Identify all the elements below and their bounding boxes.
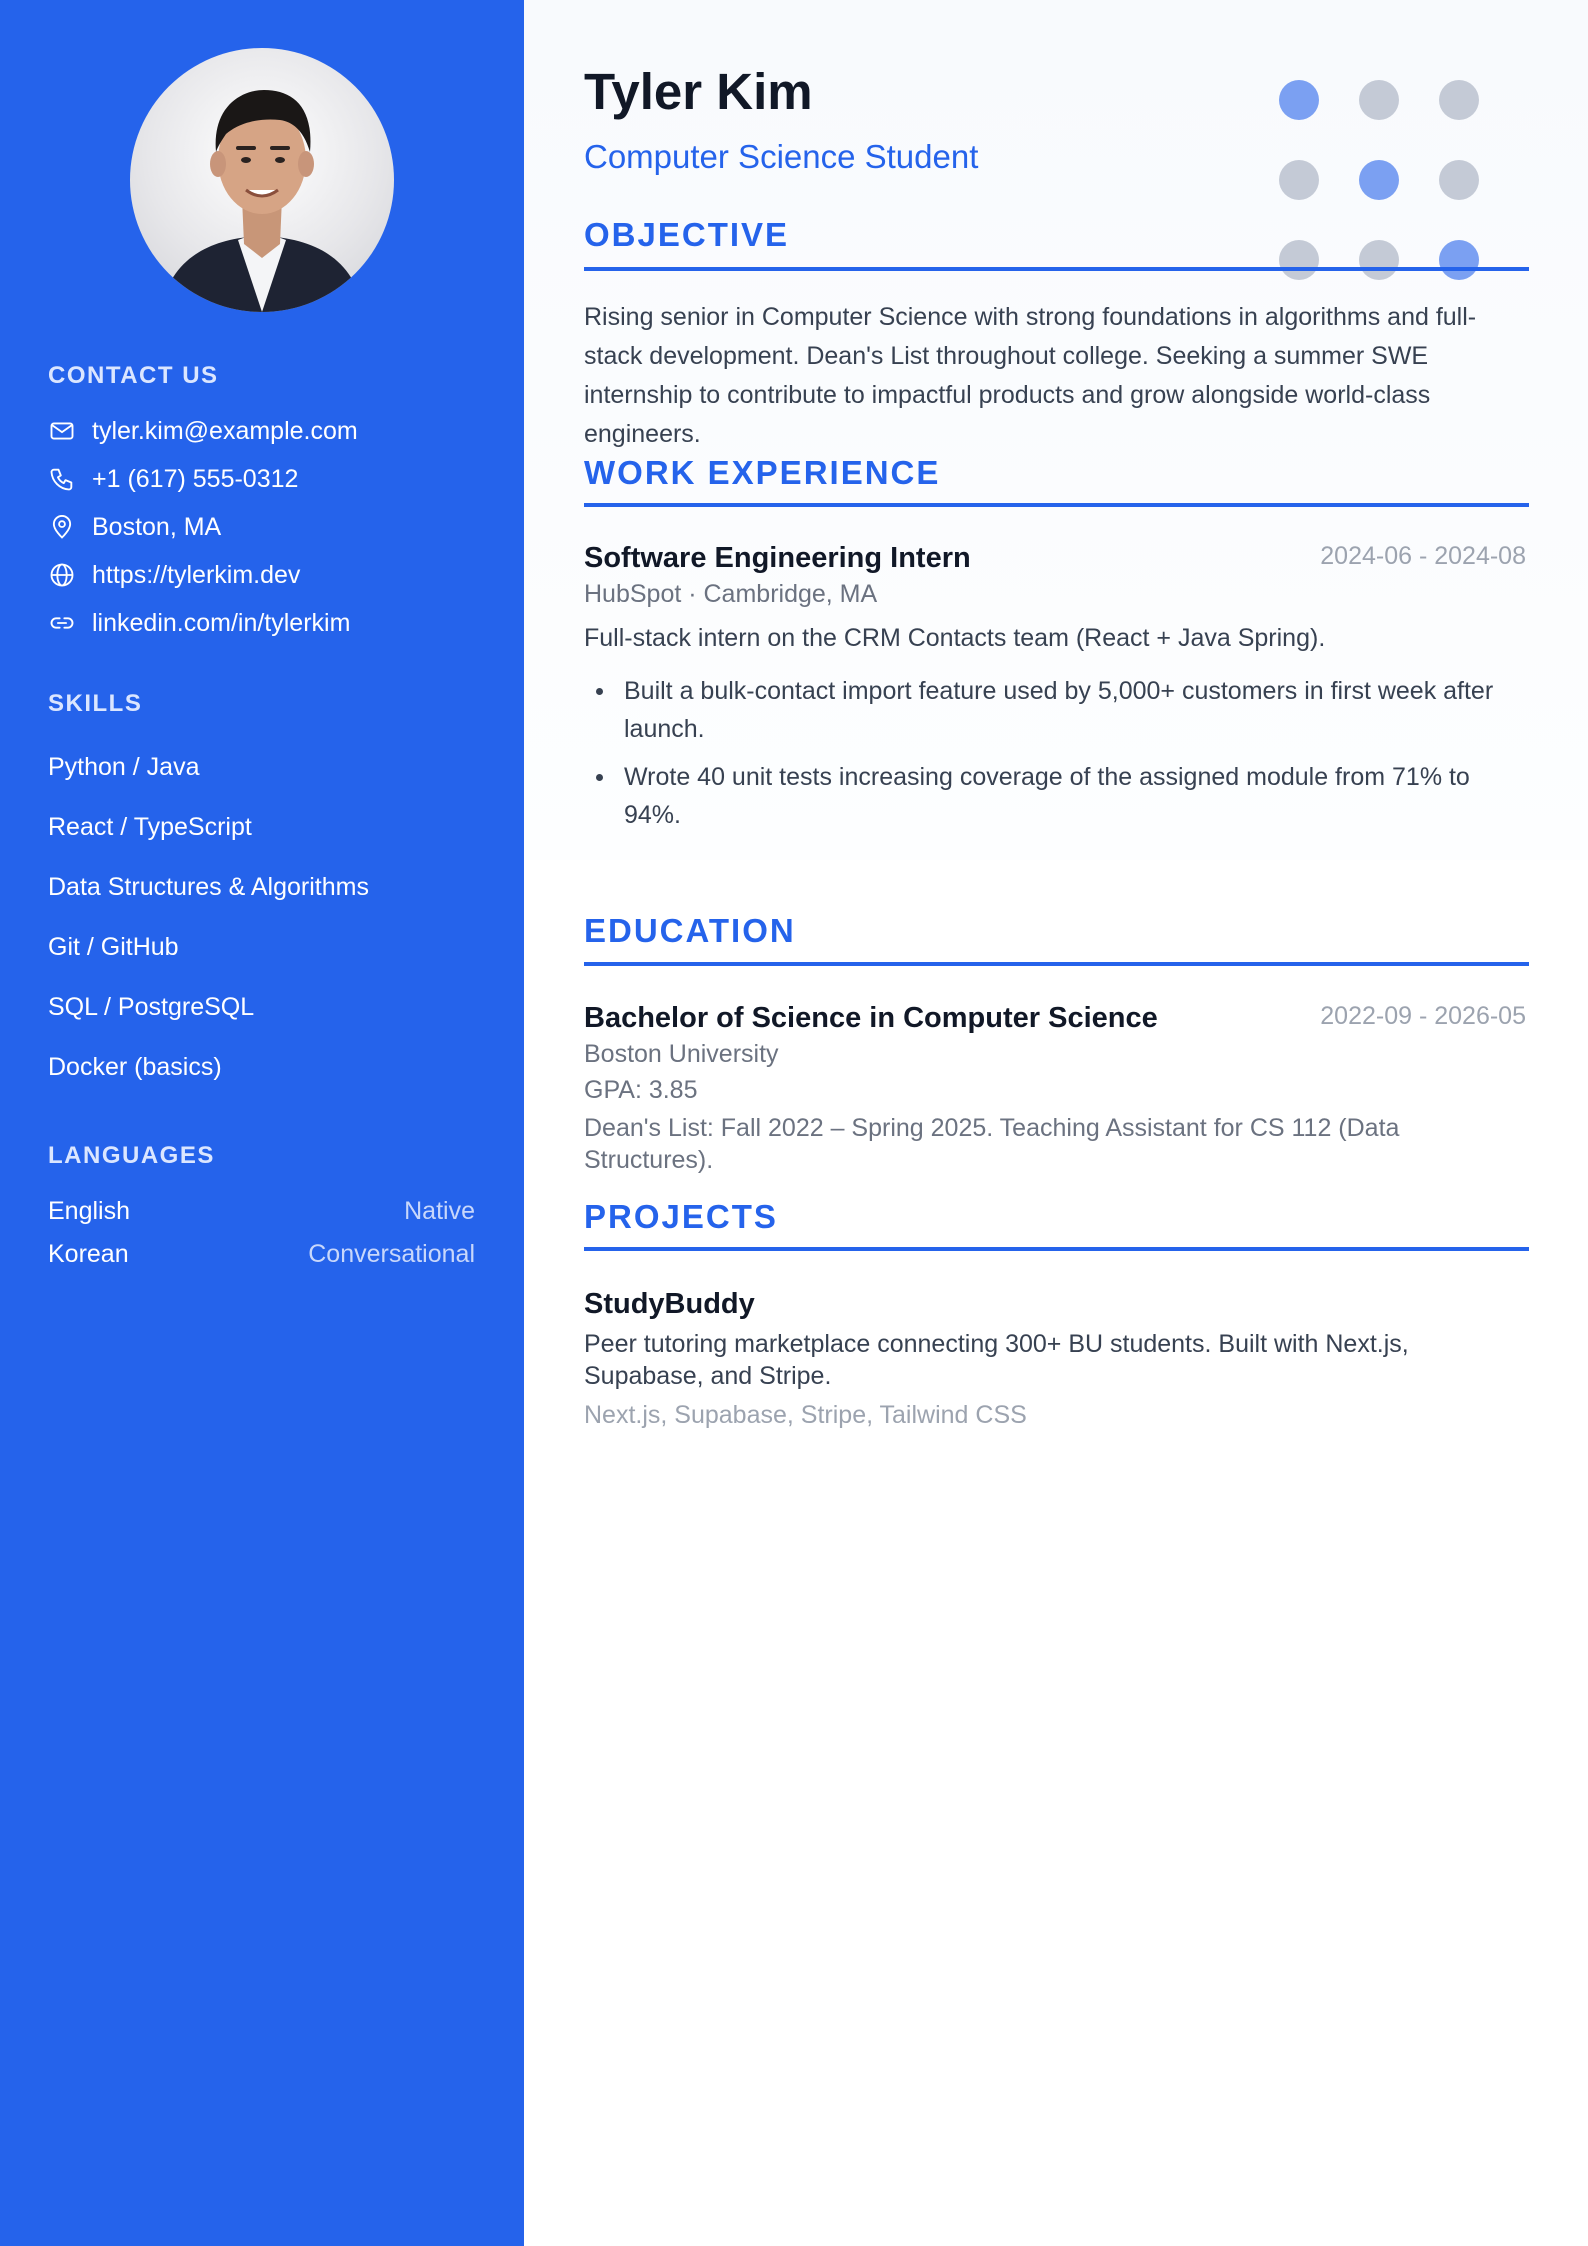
skill-item: Data Structures & Algorithms — [48, 873, 369, 901]
profile-photo — [130, 48, 394, 312]
skills-heading: SKILLS — [48, 690, 143, 717]
contact-linkedin[interactable] — [48, 606, 350, 640]
skill-item: Docker (basics) — [48, 1053, 222, 1081]
objective-text: Rising senior in Computer Science with strong foundations in algorithms and full-stack development. Dean's List throughout college. Seeking a summer SWE internship to contribute to impactful products and grow alongside world-class engineers. — [584, 303, 1477, 448]
projects-heading: PROJECTS — [584, 1198, 778, 1235]
language-name: English — [48, 1197, 130, 1225]
list-item: Built a bulk-contact import feature used by 5,000+ customers in first week after launch. — [584, 672, 1529, 748]
project-tech: Next.js, Supabase, Stripe, Tailwind CSS — [584, 1401, 1027, 1429]
project-name: StudyBuddy — [584, 1288, 755, 1320]
person-name: Tyler Kim — [584, 63, 813, 120]
decorative-dot — [1359, 80, 1399, 120]
school-name: Boston University — [584, 1040, 779, 1068]
language-row — [48, 1197, 475, 1226]
decorative-dot — [1439, 160, 1479, 200]
decorative-dot — [1439, 240, 1479, 280]
section-divider — [584, 962, 1529, 966]
person-portrait-icon — [130, 48, 394, 312]
phone-icon — [48, 465, 76, 493]
job-bullets — [584, 672, 1529, 844]
project-description: Peer tutoring marketplace connecting 300+ BU students. Built with Next.js, Supabase, and Stripe. — [584, 1330, 1409, 1390]
contact-heading: CONTACT US — [48, 362, 219, 389]
contact-location — [48, 510, 221, 544]
contact-location-text: Boston, MA — [92, 512, 222, 541]
contact-email-text: tyler.kim@example.com — [92, 416, 358, 445]
section-divider — [584, 267, 1529, 271]
contact-linkedin-text: linkedin.com/in/tylerkim — [92, 608, 351, 637]
skill-item: SQL / PostgreSQL — [48, 993, 255, 1021]
skill-item: Python / Java — [48, 753, 200, 781]
language-row — [48, 1240, 475, 1269]
education-notes: Dean's List: Fall 2022 – Spring 2025. Teaching Assistant for CS 112 (Data Structures). — [584, 1114, 1400, 1174]
job-dates: 2024-06 - 2024-08 — [1320, 542, 1526, 570]
contact-website-text: https://tylerkim.dev — [92, 560, 301, 589]
objective-heading: OBJECTIVE — [584, 216, 790, 253]
contact-phone-text: +1 (617) 555-0312 — [92, 464, 299, 493]
sidebar — [0, 0, 524, 2246]
person-title: Computer Science Student — [584, 138, 979, 175]
language-level: Native — [404, 1197, 475, 1225]
decorative-dot — [1359, 240, 1399, 280]
globe-icon — [48, 561, 76, 589]
mail-icon — [48, 417, 76, 445]
skill-item: React / TypeScript — [48, 813, 252, 841]
job-title: Software Engineering Intern — [584, 542, 971, 574]
education-heading: EDUCATION — [584, 912, 796, 949]
languages-heading: LANGUAGES — [48, 1142, 215, 1169]
education-dates: 2022-09 - 2026-05 — [1320, 1002, 1526, 1030]
decorative-dot — [1279, 160, 1319, 200]
list-item: Wrote 40 unit tests increasing coverage of the assigned module from 71% to 94%. — [584, 758, 1529, 834]
work-experience-heading: WORK EXPERIENCE — [584, 454, 941, 491]
job-summary: Full-stack intern on the CRM Contacts team (React + Java Spring). — [584, 624, 1326, 652]
contact-phone[interactable] — [48, 462, 298, 496]
contact-email[interactable] — [48, 414, 358, 448]
decorative-dot — [1279, 240, 1319, 280]
skill-item: Git / GitHub — [48, 933, 179, 961]
language-level: Conversational — [308, 1240, 475, 1268]
gpa: GPA: 3.85 — [584, 1076, 698, 1104]
job-company: HubSpot · Cambridge, MA — [584, 580, 878, 608]
decorative-dot — [1439, 80, 1479, 120]
section-divider — [584, 1247, 1529, 1251]
decorative-dot — [1279, 80, 1319, 120]
contact-website[interactable] — [48, 558, 300, 592]
degree-title: Bachelor of Science in Computer Science — [584, 1002, 1158, 1034]
location-pin-icon — [48, 513, 76, 541]
language-name: Korean — [48, 1240, 129, 1268]
decorative-dot — [1359, 160, 1399, 200]
section-divider — [584, 503, 1529, 507]
link-icon — [48, 609, 76, 637]
